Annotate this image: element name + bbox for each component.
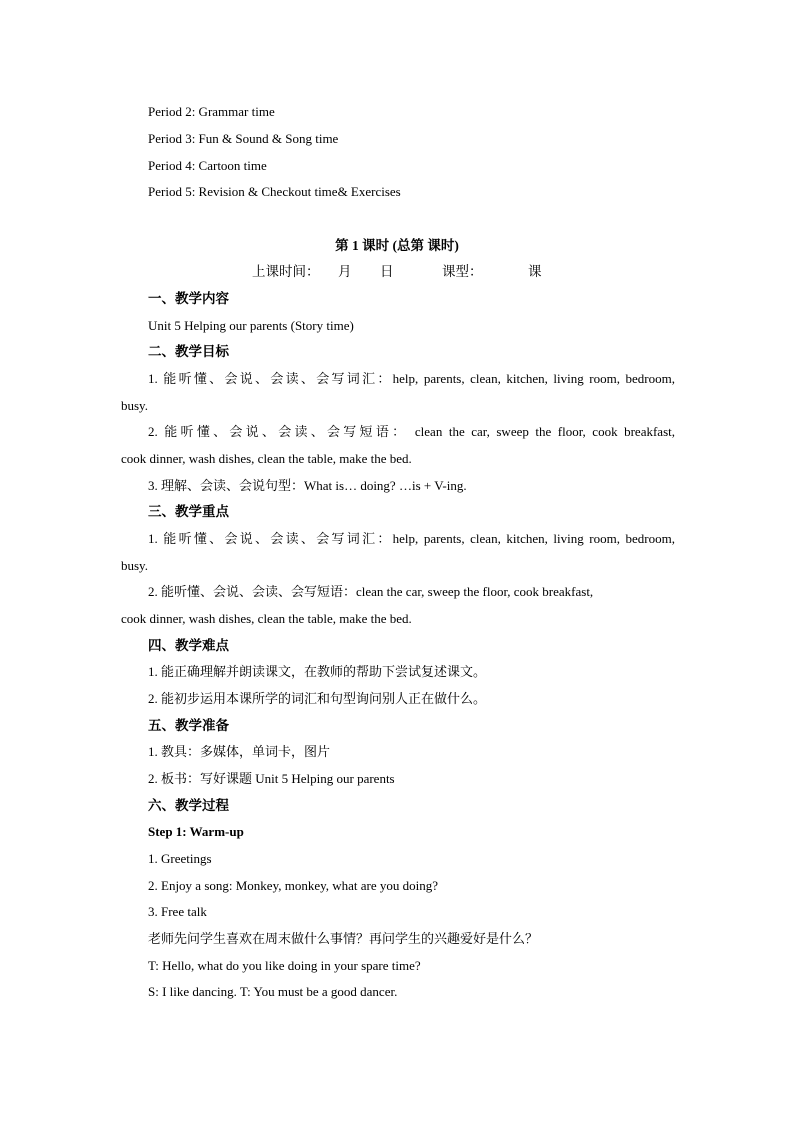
- time-label: 上课时间：: [252, 264, 320, 279]
- lesson-title: 第 1 课时 (总第 课时): [335, 238, 459, 253]
- section-heading-difficulties: 四、教学难点: [148, 638, 229, 654]
- difficulty-1: 1. 能正确理解并朗读课文，在教师的帮助下尝试复述课文。: [148, 664, 487, 679]
- objective-1-cont: busy.: [121, 398, 148, 413]
- section-heading-process: 六、教学过程: [148, 798, 229, 814]
- key-point-1-cont: busy.: [121, 558, 148, 573]
- step-1-item-1: 1. Greetings: [148, 851, 212, 866]
- preparation-2: 2. 板书：写好课题 Unit 5 Helping our parents: [148, 771, 395, 786]
- key-point-1: 1. 能听懂、会说、会读、会写词汇：help, parents, clean, kitchen, living room, bedroom,: [148, 531, 675, 546]
- dialog-line-2: S: I like dancing. T: You must be a good dancer.: [148, 984, 398, 999]
- objective-2-cont: cook dinner, wash dishes, clean the table, make the bed.: [121, 451, 412, 466]
- objective-1: 1. 能听懂、会说、会读、会写词汇：help, parents, clean, kitchen, living room, bedroom,: [148, 371, 675, 386]
- step-1-chinese-note: 老师先问学生喜欢在周末做什么事情？再问学生的兴趣爱好是什么？: [148, 931, 539, 946]
- objective-3: 3. 理解、会读、会说句型：What is… doing? …is + V-ing.: [148, 478, 467, 493]
- day-label: 日: [380, 264, 394, 279]
- step-1-heading: Step 1: Warm-up: [148, 824, 244, 839]
- period-3: Period 3: Fun & Sound & Song time: [148, 131, 339, 146]
- section-heading-preparation: 五、教学准备: [148, 718, 229, 734]
- section-heading-key-points: 三、教学重点: [148, 504, 229, 520]
- preparation-1: 1. 教具：多媒体，单词卡，图片: [148, 744, 331, 759]
- step-1-item-2: 2. Enjoy a song: Monkey, monkey, what are you doing?: [148, 878, 439, 893]
- month-label: 月: [338, 264, 352, 279]
- period-2: Period 2: Grammar time: [148, 104, 275, 119]
- difficulty-2: 2. 能初步运用本课所学的词汇和句型询问别人正在做什么。: [148, 691, 487, 706]
- key-point-2: 2. 能听懂、会说、会读、会写短语：clean the car, sweep the floor, cook breakfast,: [148, 584, 594, 599]
- step-1-item-3: 3. Free talk: [148, 904, 207, 919]
- period-4: Period 4: Cartoon time: [148, 158, 267, 173]
- objective-2: 2. 能听懂、会说、会读、会写短语： clean the car, sweep the floor, cook breakfast,: [148, 424, 675, 439]
- section-heading-objectives: 二、教学目标: [148, 344, 229, 360]
- type-label: 课型：: [442, 264, 483, 279]
- section-heading-content: 一、教学内容: [148, 291, 229, 307]
- period-5: Period 5: Revision & Checkout time& Exercises: [148, 184, 401, 199]
- section-content-text: Unit 5 Helping our parents (Story time): [148, 318, 354, 333]
- type-suffix: 课: [528, 264, 542, 279]
- key-point-2-cont: cook dinner, wash dishes, clean the table, make the bed.: [121, 611, 412, 626]
- dialog-line-1: T: Hello, what do you like doing in your spare time?: [148, 958, 421, 973]
